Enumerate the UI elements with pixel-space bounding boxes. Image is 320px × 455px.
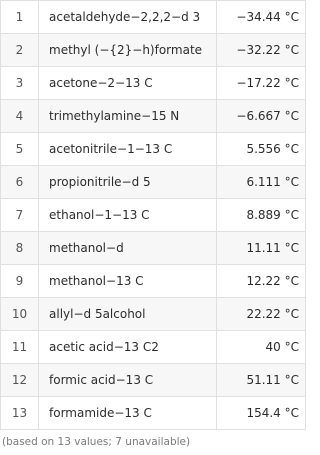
compound-name: acetic acid−13 C2 bbox=[39, 331, 217, 364]
temperature-value: 22.22 °C bbox=[217, 298, 306, 331]
compound-name: acetone−2−13 C bbox=[39, 67, 217, 100]
row-index: 3 bbox=[1, 67, 39, 100]
temperature-value: −17.22 °C bbox=[217, 67, 306, 100]
row-index: 1 bbox=[1, 1, 39, 34]
temperature-value: 11.11 °C bbox=[217, 232, 306, 265]
table-row bbox=[1, 1, 306, 34]
row-index: 9 bbox=[1, 265, 39, 298]
table-row bbox=[1, 232, 306, 265]
table-row bbox=[1, 298, 306, 331]
table-row bbox=[1, 265, 306, 298]
row-index: 4 bbox=[1, 100, 39, 133]
compound-name: methanol−13 C bbox=[39, 265, 217, 298]
row-index: 8 bbox=[1, 232, 39, 265]
temperature-value: 12.22 °C bbox=[217, 265, 306, 298]
row-index: 5 bbox=[1, 133, 39, 166]
compound-name: propionitrile−d 5 bbox=[39, 166, 217, 199]
footnote: (based on 13 values; 7 unavailable) bbox=[2, 436, 191, 448]
table-row bbox=[1, 199, 306, 232]
row-index: 7 bbox=[1, 199, 39, 232]
row-index: 13 bbox=[1, 397, 39, 430]
temperature-value: 8.889 °C bbox=[217, 199, 306, 232]
compound-table-body bbox=[1, 1, 306, 430]
row-index: 2 bbox=[1, 34, 39, 67]
table-row bbox=[1, 100, 306, 133]
table-row bbox=[1, 397, 306, 430]
temperature-value: 51.11 °C bbox=[217, 364, 306, 397]
temperature-value: −6.667 °C bbox=[217, 100, 306, 133]
table-row bbox=[1, 166, 306, 199]
compound-name: trimethylamine−15 N bbox=[39, 100, 217, 133]
row-index: 6 bbox=[1, 166, 39, 199]
temperature-value: −32.22 °C bbox=[217, 34, 306, 67]
temperature-value: 40 °C bbox=[217, 331, 306, 364]
table-row bbox=[1, 34, 306, 67]
table-row bbox=[1, 331, 306, 364]
temperature-value: 154.4 °C bbox=[217, 397, 306, 430]
table-row bbox=[1, 364, 306, 397]
row-index: 12 bbox=[1, 364, 39, 397]
compound-name: formic acid−13 C bbox=[39, 364, 217, 397]
compound-name: methyl (−{2}−h)formate bbox=[39, 34, 217, 67]
temperature-value: 6.111 °C bbox=[217, 166, 306, 199]
compound-name: acetaldehyde−2,2,2−d 3 bbox=[39, 1, 217, 34]
temperature-value: −34.44 °C bbox=[217, 1, 306, 34]
compound-name: acetonitrile−1−13 C bbox=[39, 133, 217, 166]
compound-name: formamide−13 C bbox=[39, 397, 217, 430]
temperature-value: 5.556 °C bbox=[217, 133, 306, 166]
table-row bbox=[1, 133, 306, 166]
row-index: 10 bbox=[1, 298, 39, 331]
table-row bbox=[1, 67, 306, 100]
compound-name: allyl−d 5alcohol bbox=[39, 298, 217, 331]
compound-name: methanol−d bbox=[39, 232, 217, 265]
compound-name: ethanol−1−13 C bbox=[39, 199, 217, 232]
row-index: 11 bbox=[1, 331, 39, 364]
